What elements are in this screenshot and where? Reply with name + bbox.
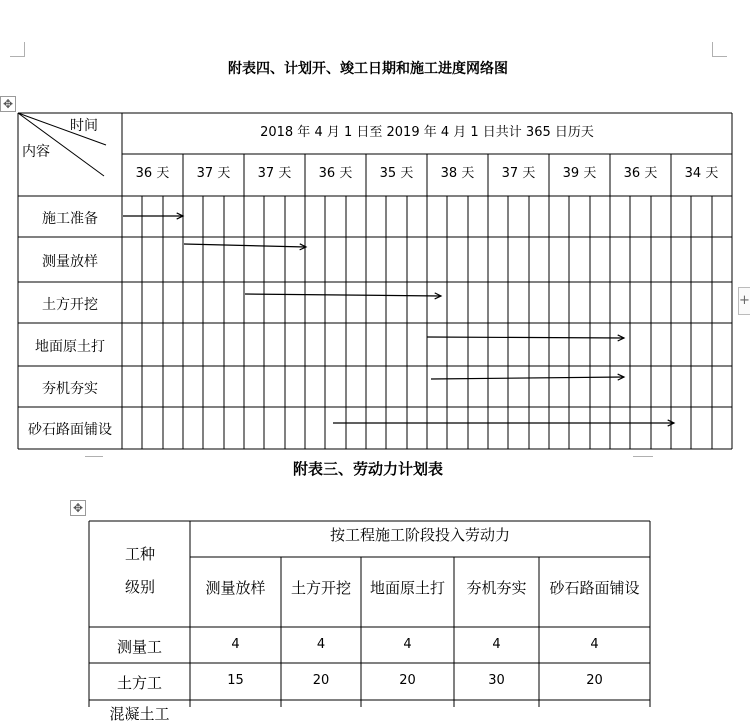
period-label: 38 天 bbox=[440, 166, 475, 181]
labor-cell-value: 4 bbox=[231, 637, 240, 652]
labor-column-header: 测量放样 bbox=[205, 579, 266, 597]
table4-title: 附表四、计划开、竣工日期和施工进度网络图 bbox=[228, 61, 508, 77]
table4-move-handle-icon[interactable]: ✥ bbox=[0, 96, 16, 112]
corner-label-trade: 工种 bbox=[124, 545, 155, 563]
corner-label-level: 级别 bbox=[124, 578, 155, 596]
period-label: 37 天 bbox=[257, 166, 292, 181]
labor-cell-value: 4 bbox=[316, 637, 326, 652]
progress-arrow bbox=[245, 294, 441, 296]
period-label: 37 天 bbox=[501, 166, 536, 181]
labor-column-header: 地面原土打 bbox=[369, 579, 445, 597]
task-label: 砂石路面铺设 bbox=[28, 422, 112, 438]
period-label: 36 天 bbox=[135, 166, 170, 181]
labor-cell-value: 4 bbox=[590, 637, 599, 652]
progress-arrow bbox=[431, 377, 624, 379]
group-header: 按工程施工阶段投入劳动力 bbox=[329, 526, 510, 544]
header-time-label: 时间 bbox=[70, 118, 98, 134]
plus-icon: + bbox=[739, 293, 750, 308]
labor-cell-value: 20 bbox=[312, 673, 330, 688]
table3-move-handle-icon[interactable]: ✥ bbox=[70, 500, 86, 516]
labor-row-name: 土方工 bbox=[116, 674, 162, 692]
labor-column-header: 夯机夯实 bbox=[466, 579, 527, 597]
task-label: 夯机夯实 bbox=[42, 380, 98, 397]
progress-arrow bbox=[427, 337, 624, 338]
task-label: 测量放样 bbox=[42, 253, 98, 270]
labor-cell-value: 4 bbox=[492, 637, 501, 652]
labor-row-name: 混凝土工 bbox=[109, 705, 170, 723]
labor-column-header: 土方开挖 bbox=[290, 579, 351, 597]
labor-cell-value: 30 bbox=[488, 673, 505, 688]
progress-arrow bbox=[184, 244, 306, 247]
task-label: 地面原土打 bbox=[35, 338, 105, 355]
period-label: 34 天 bbox=[684, 166, 719, 181]
period-label: 36 天 bbox=[623, 166, 658, 181]
period-label: 36 天 bbox=[318, 166, 353, 181]
labor-row-name: 测量工 bbox=[116, 638, 162, 656]
labor-cell-value: 4 bbox=[403, 637, 412, 652]
labor-cell-value: 20 bbox=[399, 673, 416, 688]
period-label: 37 天 bbox=[196, 166, 231, 181]
task-label: 施工准备 bbox=[42, 210, 98, 227]
labor-cell-value: 15 bbox=[227, 673, 244, 688]
task-label: 土方开挖 bbox=[42, 296, 98, 313]
labor-cell-value: 20 bbox=[586, 673, 603, 688]
table3-title: 附表三、劳动力计划表 bbox=[292, 460, 443, 478]
date-range-header: 2018 年 4 月 1 日至 2019 年 4 月 1 日共计 365 日历天 bbox=[260, 125, 594, 140]
header-content-label: 内容 bbox=[22, 144, 50, 160]
period-label: 39 天 bbox=[562, 166, 597, 181]
labor-column-header: 砂石路面铺设 bbox=[549, 579, 640, 597]
period-label: 35 天 bbox=[379, 166, 414, 181]
